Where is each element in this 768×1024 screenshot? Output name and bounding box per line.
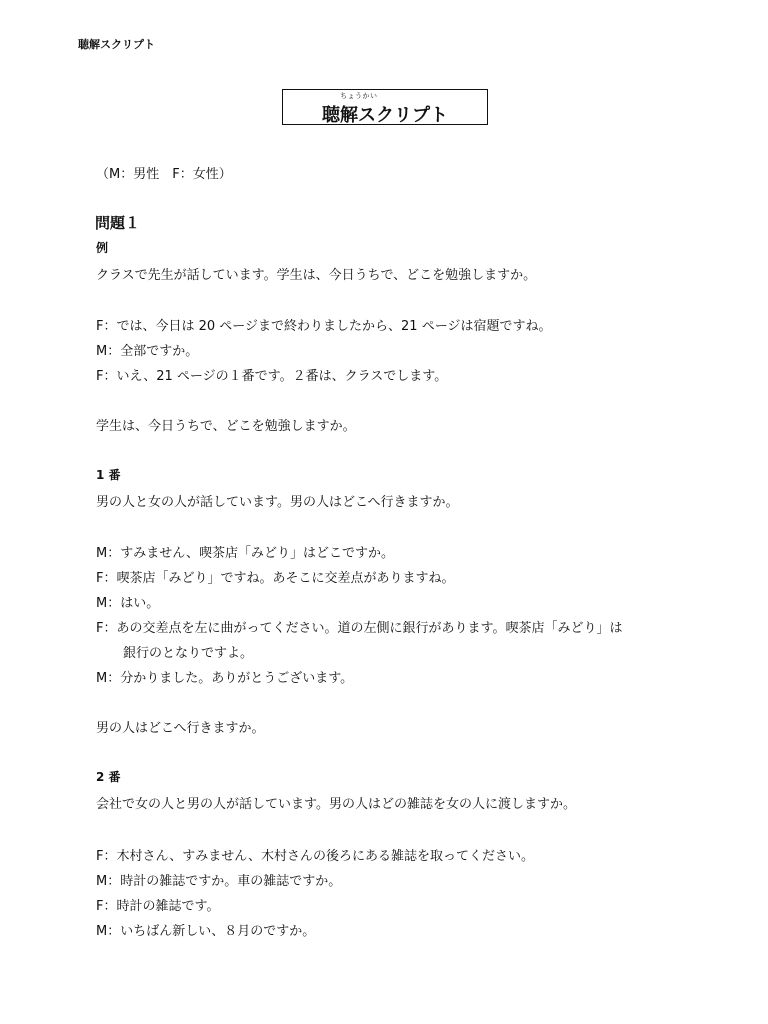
dialogue-line: F：喫茶店「みどり」ですね。あそこに交差点がありますね。 — [96, 571, 455, 586]
dialogue-line: F：あの交差点を左に曲がってください。道の左側に銀行があります。喫茶店「みどり」は — [96, 621, 623, 636]
item2-intro: 会社で女の人と男の人が話しています。男の人はどの雑誌を女の人に渡しますか。 — [96, 797, 576, 812]
dialogue-line: F：木村さん、すみません、木村さんの後ろにある雑誌を取ってください。 — [96, 849, 535, 864]
dialogue-line: F：いえ、21 ページの１番です。２番は、クラスでします。 — [96, 369, 448, 384]
item1-intro: 男の人と女の人が話しています。男の人はどこへ行きますか。 — [96, 495, 459, 510]
header-label: 聴解スクリプト — [78, 38, 155, 51]
dialogue-line: M：すみません、喫茶店「みどり」はどこですか。 — [96, 546, 394, 561]
dialogue-line: M：はい。 — [96, 596, 160, 611]
speaker-legend: （M：男性 F：女性） — [96, 167, 232, 182]
dialogue-line-continued: 銀行のとなりですよ。 — [123, 646, 254, 661]
title-ruby: ちょうかい — [340, 92, 378, 100]
dialogue-line: M：時計の雑誌ですか。車の雑誌ですか。 — [96, 874, 342, 889]
example-intro: クラスで先生が話しています。学生は、今日うちで、どこを勉強しますか。 — [96, 268, 537, 283]
example-label: 例 — [96, 241, 109, 255]
page-title: 聴解スクリプト — [322, 105, 448, 126]
section-title: 問題１ — [95, 214, 141, 232]
dialogue-line: F：では、今日は 20 ページまで終わりましたから、21 ページは宿題ですね。 — [96, 319, 552, 334]
dialogue-line: M：分かりました。ありがとうございます。 — [96, 671, 354, 686]
dialogue-line: M：全部ですか。 — [96, 344, 199, 359]
item2-label: 2 番 — [96, 770, 121, 784]
item1-question: 男の人はどこへ行きますか。 — [96, 721, 265, 736]
dialogue-line: F：時計の雑誌です。 — [96, 899, 220, 914]
dialogue-line: M：いちばん新しい、８月のですか。 — [96, 924, 316, 939]
title-box — [282, 89, 488, 125]
item1-label: 1 番 — [96, 468, 121, 482]
example-question: 学生は、今日うちで、どこを勉強しますか。 — [96, 419, 356, 434]
